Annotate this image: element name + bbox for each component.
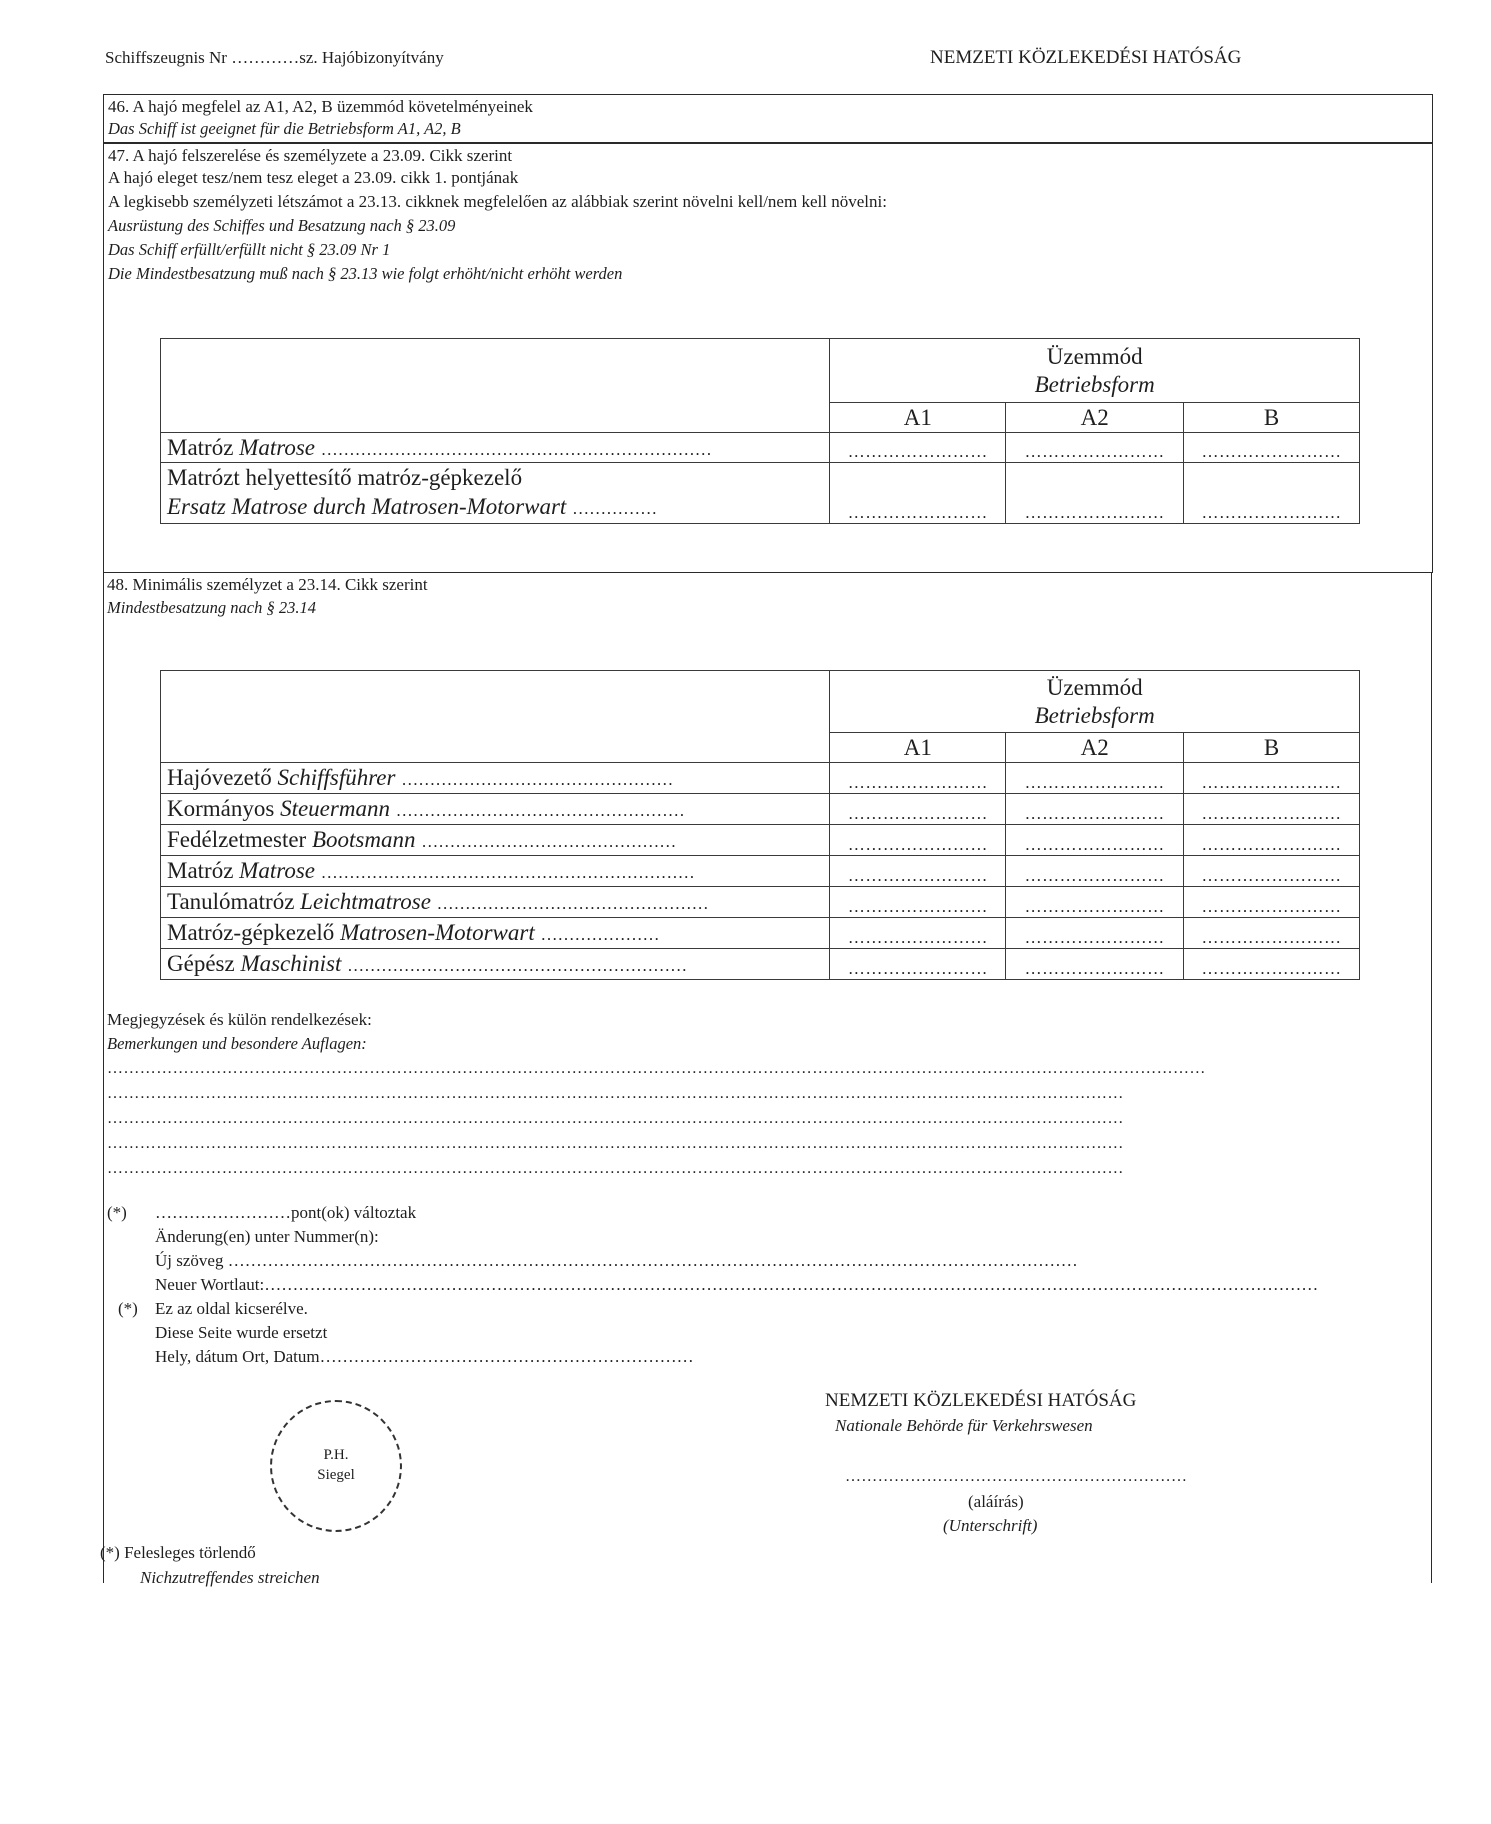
seal-line-2: Siegel	[317, 1467, 355, 1483]
table-row	[161, 463, 1360, 524]
value-b[interactable]: ……………………	[1184, 856, 1360, 887]
value-a2[interactable]: ……………………	[1006, 794, 1184, 825]
value-b[interactable]: ……………………	[1184, 918, 1360, 949]
value-b[interactable]: ……………………	[1184, 763, 1360, 794]
col-a2: A2	[1006, 403, 1184, 433]
authority-hu: NEMZETI KÖZLEKEDÉSI HATÓSÁG	[825, 1390, 1137, 1411]
table-48-mode-header	[830, 671, 1360, 733]
table-row	[161, 949, 1360, 980]
value-a1[interactable]: ……………………	[830, 763, 1006, 794]
value-b[interactable]: ……………………	[1184, 825, 1360, 856]
table-row	[161, 887, 1360, 918]
s48-hu: 48. Minimális személyzet a 23.14. Cikk szerint	[107, 575, 428, 594]
value-a1[interactable]: ……………………	[830, 918, 1006, 949]
table-row	[161, 856, 1360, 887]
table-47	[160, 338, 1360, 524]
table-47-mode-header	[830, 339, 1360, 403]
table-row	[161, 918, 1360, 949]
value-a1[interactable]: ……………………	[830, 825, 1006, 856]
col-a2: A2	[1006, 733, 1184, 763]
authority-de: Nationale Behörde für Verkehrswesen	[835, 1416, 1093, 1435]
value-b[interactable]: ……………………	[1184, 794, 1360, 825]
value-a2[interactable]: ……………………	[1006, 949, 1184, 980]
row-label: Matróz Matrose ……………………………………………………………	[161, 433, 830, 463]
section-46	[103, 94, 1433, 143]
table-row	[161, 763, 1360, 794]
changes-line-6: Diese Seite wurde ersetzt	[155, 1323, 328, 1342]
value-a2[interactable]: ……………………	[1006, 856, 1184, 887]
changes-mark: (*)	[107, 1203, 127, 1222]
row-label: Matróz-gépkezelő Matrosen-Motorwart …………………	[161, 918, 830, 949]
row-label: Matrózt helyettesítő matróz-gépkezelő Ersatz Matrose durch Matrosen-Motorwart ……………	[161, 463, 830, 524]
changes-line-2: Änderung(en) unter Nummer(n):	[155, 1227, 379, 1246]
changes-mark-2: (*)	[118, 1299, 138, 1318]
seal-stamp	[270, 1400, 402, 1532]
changes-line-5: Ez az oldal kicserélve.	[155, 1299, 308, 1318]
changes-line-4[interactable]: Neuer Wortlaut:……………………………………………………………………………………………………………………………………………………………………	[155, 1275, 1319, 1294]
remarks-line-3[interactable]: ……………………………………………………………………………………………………………………………………………………………………	[107, 1110, 1124, 1127]
remarks-line-2[interactable]: ……………………………………………………………………………………………………………………………………………………………………	[107, 1085, 1124, 1102]
remarks-de: Bemerkungen und besondere Auflagen:	[107, 1034, 367, 1053]
header-right: NEMZETI KÖZLEKEDÉSI HATÓSÁG	[930, 47, 1242, 68]
seal-line-1: P.H.	[323, 1447, 349, 1463]
mode-hu: Üzemmód	[1046, 343, 1143, 369]
value-a2[interactable]: ……………………	[1006, 887, 1184, 918]
s47-line6: Die Mindestbesatzung muß nach § 23.13 wie folgt erhöht/nicht erhöht werden	[108, 264, 623, 283]
signature-line[interactable]: ………………………………………………………	[845, 1468, 1188, 1485]
s46-hu: 46. A hajó megfelel az A1, A2, B üzemmód követelményeinek	[108, 97, 533, 116]
value-a2[interactable]: ……………………	[1006, 463, 1184, 524]
row-label: Matróz Matrose …………………………………………………………	[161, 856, 830, 887]
s48-de: Mindestbesatzung nach § 23.14	[107, 598, 316, 617]
col-b: B	[1184, 403, 1360, 433]
footnote-de: Nichzutreffendes streichen	[140, 1568, 320, 1587]
value-b[interactable]: ……………………	[1184, 433, 1360, 463]
value-a1[interactable]: ……………………	[830, 949, 1006, 980]
s47-line3: A legkisebb személyzeti létszámot a 23.13. cikknek megfelelően az alábbiak szerint növelni kell/nem kell növelni:	[108, 192, 887, 211]
table-row	[161, 433, 1360, 463]
table-47-blank-header	[161, 339, 830, 433]
row-label: Fedélzetmester Bootsmann ………………………………………	[161, 825, 830, 856]
mode-de: Betriebsform	[1034, 371, 1155, 397]
col-a1: A1	[830, 403, 1006, 433]
table-48	[160, 670, 1360, 980]
s47-line1: 47. A hajó felszerelése és személyzete a 23.09. Cikk szerint	[108, 146, 513, 165]
row-label: Gépész Maschinist ……………………………………………………	[161, 949, 830, 980]
value-a2[interactable]: ……………………	[1006, 433, 1184, 463]
changes-line-3[interactable]: Új szöveg ……………………………………………………………………………………………………………………………………	[155, 1251, 1078, 1270]
header-left: Schiffszeugnis Nr …………sz. Hajóbizonyítvány	[105, 48, 444, 67]
col-b: B	[1184, 733, 1360, 763]
row-label: Kormányos Steuermann ……………………………………………	[161, 794, 830, 825]
mode-de: Betriebsform	[1034, 702, 1155, 728]
value-b[interactable]: ……………………	[1184, 949, 1360, 980]
col-a1: A1	[830, 733, 1006, 763]
value-a2[interactable]: ……………………	[1006, 918, 1184, 949]
value-b[interactable]: ……………………	[1184, 463, 1360, 524]
s46-de: Das Schiff ist geeignet für die Betriebsform A1, A2, B	[108, 119, 461, 138]
table-48-blank-header	[161, 671, 830, 763]
table-row	[161, 825, 1360, 856]
value-a1[interactable]: ……………………	[830, 887, 1006, 918]
remarks-line-1[interactable]: …………………………………………………………………………………………………………………………………………………………………………………	[107, 1060, 1206, 1077]
table-row	[161, 794, 1360, 825]
signature-label-hu: (aláírás)	[968, 1492, 1024, 1511]
page-frame-left	[103, 573, 104, 1583]
mode-hu: Üzemmód	[1046, 674, 1143, 700]
changes-line-1: ……………………pont(ok) változtak	[155, 1203, 417, 1222]
value-a2[interactable]: ……………………	[1006, 825, 1184, 856]
row-label: Hajóvezető Schiffsführer …………………………………………	[161, 763, 830, 794]
page-frame-right	[1431, 573, 1432, 1583]
remarks-hu: Megjegyzések és külön rendelkezések:	[107, 1010, 372, 1029]
remarks-line-5[interactable]: ……………………………………………………………………………………………………………………………………………………………………	[107, 1160, 1124, 1177]
value-a2[interactable]: ……………………	[1006, 763, 1184, 794]
remarks-line-4[interactable]: ……………………………………………………………………………………………………………………………………………………………………	[107, 1135, 1124, 1152]
changes-line-7[interactable]: Hely, dátum Ort, Datum…………………………………………………………	[155, 1347, 694, 1366]
value-a1[interactable]: ……………………	[830, 856, 1006, 887]
row-label: Tanulómatróz Leichtmatrose …………………………………………	[161, 887, 830, 918]
s47-line5: Das Schiff erfüllt/erfüllt nicht § 23.09 Nr 1	[108, 240, 391, 259]
footnote-hu: (*) Felesleges törlendő	[100, 1543, 256, 1562]
value-a1[interactable]: ……………………	[830, 463, 1006, 524]
value-a1[interactable]: ……………………	[830, 794, 1006, 825]
s47-line4: Ausrüstung des Schiffes und Besatzung nach § 23.09	[108, 216, 456, 235]
s47-line2: A hajó eleget tesz/nem tesz eleget a 23.09. cikk 1. pontjának	[108, 168, 519, 187]
signature-label-de: (Unterschrift)	[943, 1516, 1038, 1535]
value-a1[interactable]: ……………………	[830, 433, 1006, 463]
value-b[interactable]: ……………………	[1184, 887, 1360, 918]
